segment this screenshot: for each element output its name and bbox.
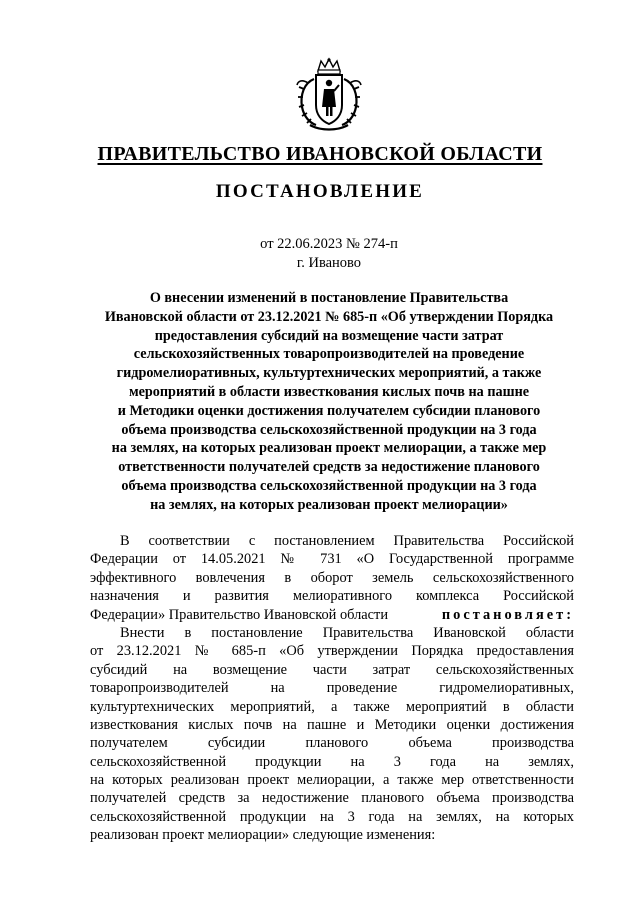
paragraph-line: сельскохозяйственной продукции на 3 года на землях,	[90, 753, 574, 770]
government-title: ПРАВИТЕЛЬСТВО ИВАНОВСКОЙ ОБЛАСТИ	[97, 143, 543, 165]
paragraph-line	[90, 606, 574, 624]
paragraph-line: Федерации от 14.05.2021 № 731 «О Государственной программе	[90, 551, 574, 568]
document-subject	[80, 289, 578, 515]
paragraph-line: от 23.12.2021 № 685-п «Об утверждении Порядка предоставления	[90, 643, 574, 660]
paragraph-line: получателем субсидии планового объема производства	[90, 735, 574, 752]
subject-line: на землях, на которых реализован проект мелиорации»	[150, 496, 508, 513]
subject-line: сельскохозяйственных товаропроизводителей на проведение	[133, 346, 525, 363]
subject-line: объема производства сельскохозяйственной продукции на 3 года	[121, 421, 537, 438]
paragraph-line: субсидий на возмещение части затрат сельскохозяйственных	[90, 661, 574, 678]
paragraph-line-text: Федерации» Правительство Ивановской области	[90, 606, 389, 623]
paragraph-line: Внести в постановление Правительства Ивановской области	[120, 624, 574, 641]
paragraph-line: В соответствии с постановлением Правительства Российской	[120, 533, 574, 549]
subject-line: О внесении изменений в постановление Правительства	[149, 290, 509, 306]
subject-line: мероприятий в области известкования кислых почв на пашне	[128, 383, 530, 400]
subject-line: Ивановской области от 23.12.2021 № 685-п «Об утверждении Порядка	[104, 308, 554, 325]
paragraph-line: сельскохозяйственной продукции на 3 года на землях, на которых	[90, 808, 574, 825]
subject-line: гидромелиоративных, культуртехнических мероприятий, а также	[116, 365, 542, 382]
paragraph-line: известкования кислых почв на пашне и Методики оценки достижения	[90, 716, 574, 733]
paragraph-line: эффективного вовлечения в оборот земель сельскохозяйственного	[90, 569, 574, 586]
paragraph-line: на которых реализован проект мелиорации, а также мер ответственности	[90, 772, 574, 789]
subject-line: на землях, на которых реализован проект мелиорации, а также мер	[111, 440, 547, 457]
document-city: г. Иваново	[296, 255, 362, 271]
paragraph-line: реализован проект мелиорации» следующие изменения:	[90, 827, 436, 844]
paragraph-line: назначения и развития мелиоративного комплекса Российской	[90, 588, 574, 605]
resolution-keyword: постановляет:	[441, 606, 574, 623]
document-date-number: от 22.06.2023 № 274-п	[260, 236, 398, 252]
subject-line: объема производства сельскохозяйственной продукции на 3 года	[121, 477, 537, 494]
document-body	[90, 532, 574, 845]
document-type: ПОСТАНОВЛЕНИЕ	[215, 181, 425, 202]
paragraph-line: товаропроизводителей на проведение гидромелиоративных,	[90, 680, 574, 697]
paragraph-line: получателей средств за недостижение планового объема производства	[90, 790, 574, 807]
paragraph-line: культуртехнических мероприятий, а также мероприятий в области	[90, 698, 574, 715]
subject-line: предоставления субсидий на возмещение части затрат	[154, 327, 504, 344]
subject-line: ответственности получателей средств за недостижение планового	[118, 459, 540, 476]
subject-line: и Методики оценки достижения получателем субсидии планового	[117, 402, 541, 419]
ivanovo-coat-of-arms-icon	[296, 57, 362, 132]
